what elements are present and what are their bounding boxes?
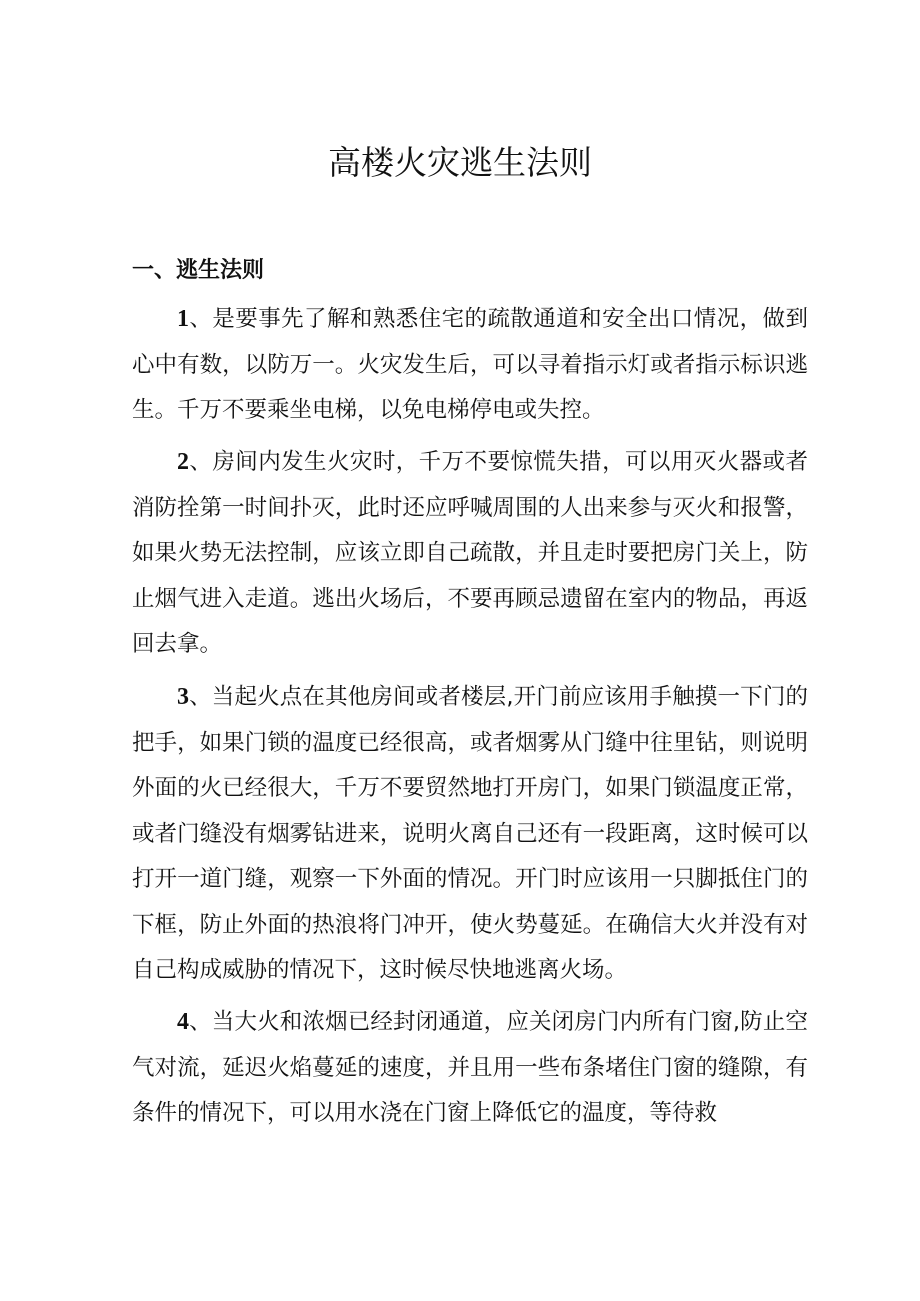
paragraph-item-2 <box>132 440 808 668</box>
document-title: 高楼火灾逃生法则 <box>328 143 592 182</box>
paragraph-item-3 <box>132 675 808 994</box>
paragraph-item-1 <box>132 297 808 434</box>
item-number: 3 <box>177 684 189 710</box>
paragraph-item-4 <box>132 1000 808 1137</box>
item-number: 4 <box>177 1009 189 1035</box>
item-text: 、当起火点在其他房间或者楼层,开门前应该用手触摸一下门的把手，如果门锁的温度已经很高，或者烟雾从门缝中往里钻，则说明外面的火已经很大，千万不要贸然地打开房门，如果门锁温度正常，或者门缝没有烟雾钻进来，说明火离自己还有一段距离，这时候可以打开一道门缝，观察一下外面的情况。开门时应该用一只脚抵住门的下框，防止外面的热浪将门冲开，使火势蔓延。在确信大火并没有对自己构成威胁的情况下，这时候尽快地逃离火场。 <box>132 684 808 983</box>
section-heading: 一、逃生法则 <box>132 258 265 283</box>
item-number: 2 <box>177 449 189 475</box>
item-text: 、是要事先了解和熟悉住宅的疏散通道和安全出口情况，做到心中有数，以防万一。火灾发生后，可以寻着指示灯或者指示标识逃生。千万不要乘坐电梯，以免电梯停电或失控。 <box>132 306 808 423</box>
item-text: 、当大火和浓烟已经封闭通道，应关闭房门内所有门窗,防止空气对流，延迟火焰蔓延的速度，并且用一些布条堵住门窗的缝隙，有条件的情况下，可以用水浇在门窗上降低它的温度，等待救 <box>132 1009 808 1126</box>
item-text: 、房间内发生火灾时，千万不要惊慌失措，可以用灭火器或者消防拴第一时间扑灭，此时还应呼喊周围的人出来参与灭火和报警，如果火势无法控制，应该立即自己疏散，并且走时要把房门关上，防止烟气进入走道。逃出火场后，不要再顾忌遗留在室内的物品，再返回去拿。 <box>132 449 808 657</box>
item-number: 1 <box>177 306 189 332</box>
